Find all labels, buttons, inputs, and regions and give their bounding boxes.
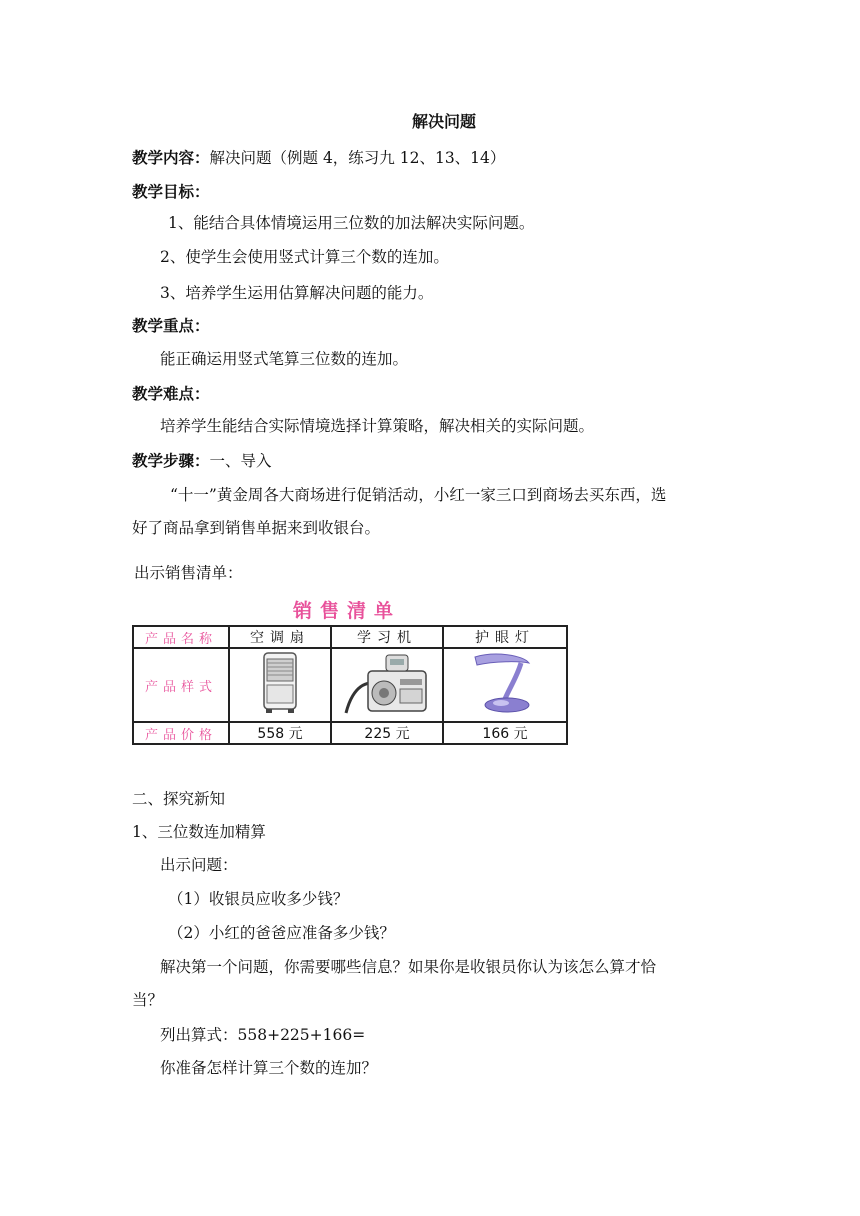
product-name-cell: 护眼灯 <box>443 626 567 648</box>
table-row-product-style <box>133 648 567 722</box>
formula-text: 列出算式：558+225+166= <box>160 1026 366 1044</box>
sales-list-table <box>132 625 568 745</box>
desk-lamp-icon <box>465 649 545 717</box>
table-row-product-price <box>133 722 567 744</box>
section-1-heading: 一、导入 <box>209 452 272 470</box>
subsection-1-heading: 1、三位数连加精算 <box>132 823 266 841</box>
difficulty-text: 培养学生能结合实际情境选择计算策略，解决相关的实际问题。 <box>160 417 595 435</box>
product-image-cell <box>229 648 331 722</box>
teaching-steps-label: 教学步骤： <box>132 451 210 470</box>
last-question-text: 你准备怎样计算三个数的连加？ <box>160 1059 378 1077</box>
row-label-product-name: 产品名称 <box>133 626 229 648</box>
teaching-steps <box>132 451 272 471</box>
section-2-heading: 二、探究新知 <box>132 790 226 808</box>
key-point-text: 能正确运用竖式笔算三位数的连加。 <box>160 350 409 368</box>
question-2: （2）小红的爸爸应准备多少钱？ <box>168 924 395 942</box>
table-row-product-name <box>133 626 567 648</box>
key-point-label: 教学重点： <box>132 316 210 335</box>
show-sales-list-text: 出示销售清单： <box>134 564 243 582</box>
question-1: （1）收银员应收多少钱？ <box>168 890 349 908</box>
difficulty-label: 教学难点： <box>132 384 210 403</box>
product-name-cell: 空调扇 <box>229 626 331 648</box>
teaching-content-text: 解决问题（例题 4，练习九 12、13、14） <box>209 149 506 167</box>
objective-item-3: 3、培养学生运用估算解决问题的能力。 <box>160 284 434 302</box>
objective-item-1: 1、能结合具体情境运用三位数的加法解决实际问题。 <box>168 214 535 232</box>
row-label-product-price: 产品价格 <box>133 722 229 744</box>
intro-paragraph-line-2: 好了商品拿到销售单据来到收银台。 <box>132 519 381 537</box>
product-image-cell <box>331 648 443 722</box>
product-image-cell <box>443 648 567 722</box>
show-problem-text: 出示问题： <box>160 856 238 874</box>
air-cooler-fan-icon <box>250 649 310 717</box>
document-title: 解决问题 <box>411 112 476 131</box>
teaching-content <box>132 148 505 168</box>
teaching-content-label: 教学内容： <box>132 148 210 167</box>
intro-paragraph-line-1: “十一”黄金周各大商场进行促销活动，小红一家三口到商场去买东西，选 <box>170 486 667 504</box>
product-price-cell: 558 元 <box>229 722 331 744</box>
paragraph-line-1: 解决第一个问题，你需要哪些信息？如果你是收银员你认为该怎么算才恰 <box>160 958 657 976</box>
product-price-cell: 166 元 <box>443 722 567 744</box>
row-label-product-style: 产品样式 <box>133 648 229 722</box>
product-price-cell: 225 元 <box>331 722 443 744</box>
paragraph-line-2: 当？ <box>132 991 164 1009</box>
sales-list-title: 销售清单 <box>292 600 401 622</box>
objective-item-2: 2、使学生会使用竖式计算三个数的连加。 <box>160 248 449 266</box>
objectives-label: 教学目标： <box>132 182 210 201</box>
learning-machine-icon <box>342 649 432 717</box>
product-name-cell: 学习机 <box>331 626 443 648</box>
